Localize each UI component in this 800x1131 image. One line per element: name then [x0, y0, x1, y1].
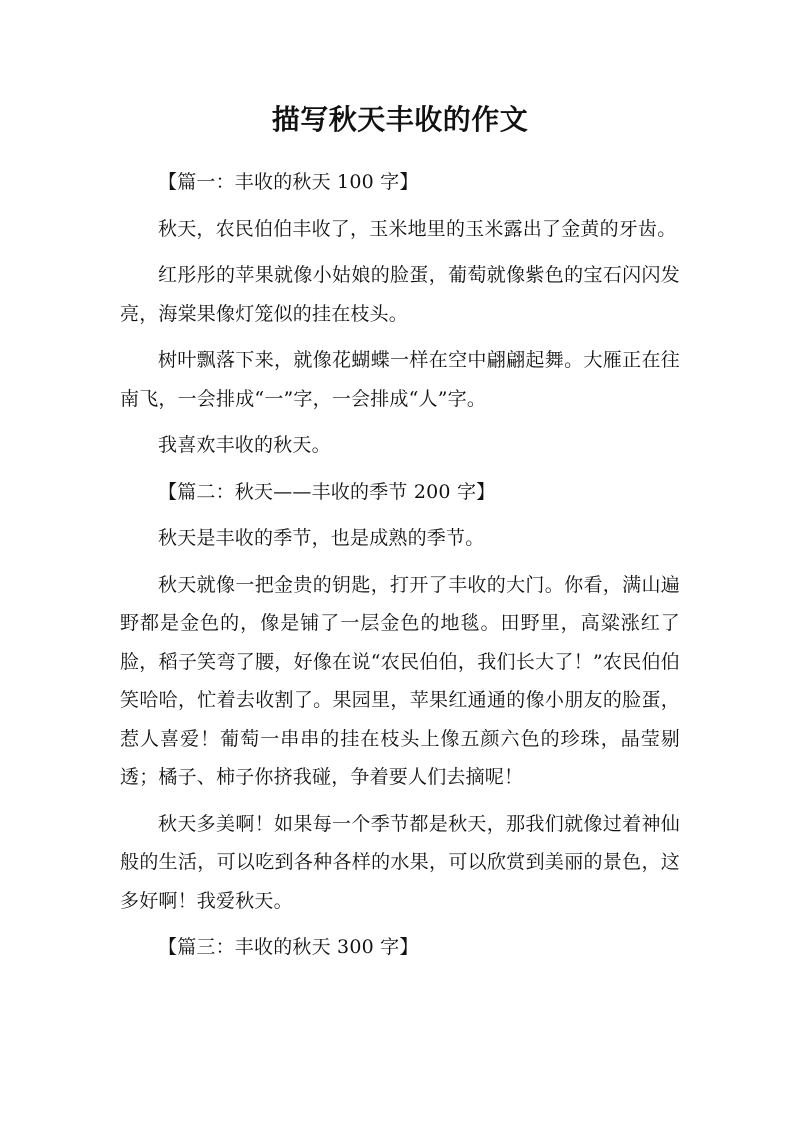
document-title: 描写秋天丰收的作文	[271, 103, 529, 136]
paragraph: 秋天，农民伯伯丰收了，玉米地里的玉米露出了金黄的牙齿。	[158, 217, 677, 240]
paragraph: 我喜欢丰收的秋天。	[158, 434, 331, 456]
section-heading-1: 【篇一：丰收的秋天 100 字】	[158, 171, 419, 193]
paragraph: 秋天是丰收的季节，也是成熟的季节。	[158, 527, 485, 549]
paragraph: 红彤彤的苹果就像小姑娘的脸蛋，葡萄就像紫色的宝石闪闪发亮，海棠果像灯笼似的挂在枝头。	[120, 264, 680, 325]
paragraph: 树叶飘落下来，就像花蝴蝶一样在空中翩翩起舞。大雁正在往南飞，一会排成“一”字，一会排成“人”字。	[120, 349, 680, 410]
paragraph: 秋天就像一把金贵的钥匙，打开了丰收的大门。你看，满山遍野都是金色的，像是铺了一层金色的地毯。田野里，高粱涨红了脸，稻子笑弯了腰，好像在说“农民伯伯，我们长大了！”农民伯伯笑哈哈，忙着去收割了。果园里，苹果红通通的像小朋友的脸蛋，惹人喜爱！葡萄一串串的挂在枝头上像五颜六色的珍珠，晶莹剔透；橘子、柿子你挤我碰，争着要人们去摘呢！	[120, 573, 680, 788]
section-heading-2: 【篇二：秋天——丰收的季节 200 字】	[158, 480, 496, 503]
paragraph: 秋天多美啊！如果每一个季节都是秋天，那我们就像过着神仙般的生活，可以吃到各种各样的水果，可以欣赏到美丽的景色，这多好啊！我爱秋天。	[120, 812, 680, 912]
document-body	[120, 96, 680, 975]
section-heading-3: 【篇三：丰收的秋天 300 字】	[158, 936, 419, 958]
